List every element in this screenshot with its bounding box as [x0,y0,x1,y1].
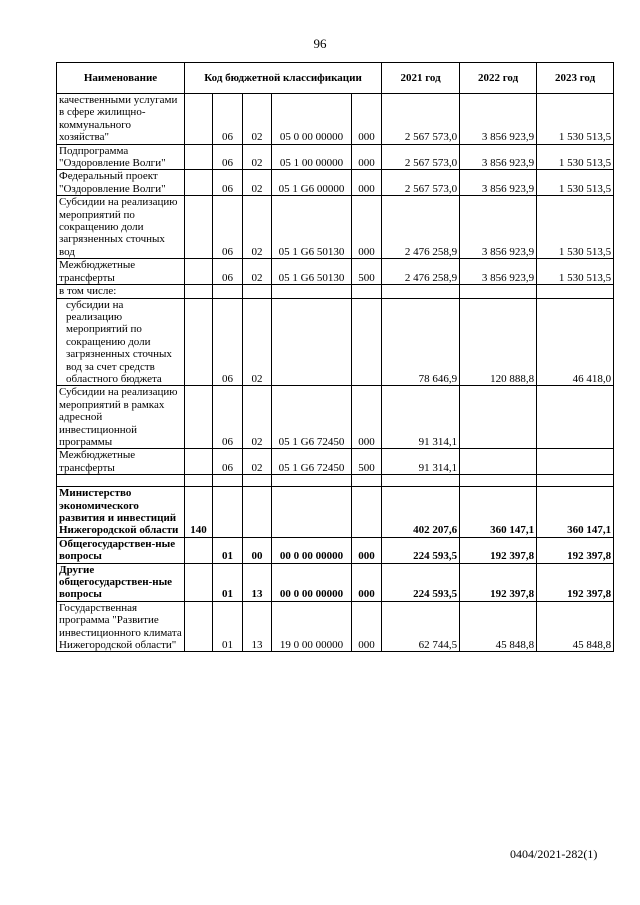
section-code: 01 [213,563,243,601]
expense-type-code [352,475,382,487]
expense-type-code: 500 [352,449,382,475]
admin-code [185,449,213,475]
subsection-code [243,475,272,487]
target-code: 05 0 00 00000 [272,94,352,145]
value-2023 [537,386,614,449]
target-code [272,487,352,538]
table-row [57,487,614,538]
admin-code [185,563,213,601]
section-code: 06 [213,449,243,475]
subsection-code: 02 [243,94,272,145]
subsection-code: 13 [243,563,272,601]
admin-code [185,285,213,298]
subsection-code: 02 [243,170,272,196]
value-2022: 3 856 923,9 [460,196,537,259]
row-name: в том числе: [57,285,185,298]
row-name: Субсидии на реализацию мероприятий по сокращению доли загрязненных сточных вод [57,196,185,259]
value-2021: 2 567 573,0 [382,170,460,196]
target-code: 19 0 00 00000 [272,601,352,652]
row-name: качественными услугами в сфере жилищно-коммунального хозяйства" [57,94,185,145]
section-code [213,285,243,298]
table-body [57,94,614,652]
admin-code [185,144,213,170]
expense-type-code [352,487,382,538]
row-name: Межбюджетные трансферты [57,259,185,285]
target-code: 05 1 G6 00000 [272,170,352,196]
row-name: Межбюджетные трансферты [57,449,185,475]
value-2023 [537,285,614,298]
value-2022: 3 856 923,9 [460,94,537,145]
target-code [272,475,352,487]
expense-type-code: 000 [352,144,382,170]
subsection-code: 00 [243,537,272,563]
expense-type-code: 000 [352,563,382,601]
target-code: 05 1 00 00000 [272,144,352,170]
admin-code [185,94,213,145]
value-2023: 192 397,8 [537,563,614,601]
table-row [57,144,614,170]
table-row [57,298,614,386]
table-row [57,563,614,601]
expense-type-code: 000 [352,196,382,259]
target-code: 05 1 G6 72450 [272,449,352,475]
value-2021: 224 593,5 [382,563,460,601]
expense-type-code: 000 [352,601,382,652]
expense-type-code: 000 [352,537,382,563]
value-2023 [537,449,614,475]
row-name: Другие общегосударствен-ные вопросы [57,563,185,601]
admin-code [185,537,213,563]
section-code: 06 [213,259,243,285]
value-2023: 46 418,0 [537,298,614,386]
subsection-code: 02 [243,298,272,386]
value-2023: 1 530 513,5 [537,144,614,170]
row-name: Субсидии на реализацию мероприятий в рамках адресной инвестиционной программы [57,386,185,449]
value-2021: 62 744,5 [382,601,460,652]
target-code [272,285,352,298]
header-name: Наименование [57,63,185,94]
section-code: 01 [213,537,243,563]
expense-type-code: 000 [352,94,382,145]
row-name: Подпрограмма "Оздоровление Волги" [57,144,185,170]
value-2022 [460,449,537,475]
subsection-code: 02 [243,259,272,285]
value-2021 [382,285,460,298]
row-name: Федеральный проект "Оздоровление Волги" [57,170,185,196]
value-2021: 91 314,1 [382,386,460,449]
value-2023: 1 530 513,5 [537,259,614,285]
table-row [57,475,614,487]
expense-type-code: 000 [352,386,382,449]
subsection-code [243,285,272,298]
subsection-code: 02 [243,386,272,449]
admin-code: 140 [185,487,213,538]
row-name: субсидии на реализацию мероприятий по сокращению доли загрязненных сточных вод за счет средств областного бюджета [57,298,185,386]
value-2023: 1 530 513,5 [537,170,614,196]
section-code: 06 [213,298,243,386]
subsection-code [243,487,272,538]
header-2022: 2022 год [460,63,537,94]
table-row [57,94,614,145]
value-2021: 2 476 258,9 [382,196,460,259]
section-code: 06 [213,170,243,196]
subsection-code: 02 [243,196,272,259]
value-2022: 192 397,8 [460,563,537,601]
value-2023: 1 530 513,5 [537,94,614,145]
value-2022: 45 848,8 [460,601,537,652]
value-2022: 120 888,8 [460,298,537,386]
value-2022 [460,285,537,298]
header-2021: 2021 год [382,63,460,94]
row-name: Министерство экономического развития и инвестиций Нижегородской области [57,487,185,538]
admin-code [185,386,213,449]
row-name: Государственная программа "Развитие инвестиционного климата Нижегородской области" [57,601,185,652]
value-2021: 2 567 573,0 [382,94,460,145]
table-row [57,196,614,259]
value-2021: 402 207,6 [382,487,460,538]
subsection-code: 02 [243,144,272,170]
document-code: 0404/2021-282(1) [510,847,598,861]
section-code [213,475,243,487]
admin-code [185,298,213,386]
expense-type-code [352,298,382,386]
table-row [57,449,614,475]
value-2022: 192 397,8 [460,537,537,563]
target-code [272,298,352,386]
admin-code [185,475,213,487]
header-2023: 2023 год [537,63,614,94]
value-2022: 3 856 923,9 [460,144,537,170]
section-code: 06 [213,144,243,170]
value-2023: 1 530 513,5 [537,196,614,259]
section-code: 06 [213,196,243,259]
value-2022: 360 147,1 [460,487,537,538]
table-row [57,601,614,652]
value-2021: 2 567 573,0 [382,144,460,170]
value-2022 [460,386,537,449]
value-2021: 78 646,9 [382,298,460,386]
subsection-code: 13 [243,601,272,652]
target-code: 05 1 G6 72450 [272,386,352,449]
section-code: 06 [213,94,243,145]
expense-type-code [352,285,382,298]
admin-code [185,259,213,285]
table-header-row [57,63,614,94]
target-code: 00 0 00 00000 [272,537,352,563]
subsection-code: 02 [243,449,272,475]
expense-type-code: 500 [352,259,382,285]
admin-code [185,601,213,652]
table-row [57,259,614,285]
row-name [57,475,185,487]
table-row [57,386,614,449]
budget-table [56,62,614,652]
value-2021: 91 314,1 [382,449,460,475]
target-code: 05 1 G6 50130 [272,196,352,259]
page-number: 96 [313,36,327,51]
section-code: 01 [213,601,243,652]
header-code: Код бюджетной классификации [185,63,382,94]
value-2021: 2 476 258,9 [382,259,460,285]
target-code: 00 0 00 00000 [272,563,352,601]
value-2023: 360 147,1 [537,487,614,538]
table-row [57,285,614,298]
table-row [57,170,614,196]
target-code: 05 1 G6 50130 [272,259,352,285]
admin-code [185,170,213,196]
admin-code [185,196,213,259]
value-2021: 224 593,5 [382,537,460,563]
value-2022: 3 856 923,9 [460,170,537,196]
table-row [57,537,614,563]
value-2023: 192 397,8 [537,537,614,563]
value-2022: 3 856 923,9 [460,259,537,285]
section-code: 06 [213,386,243,449]
value-2022 [460,475,537,487]
expense-type-code: 000 [352,170,382,196]
value-2023: 45 848,8 [537,601,614,652]
value-2021 [382,475,460,487]
value-2023 [537,475,614,487]
section-code [213,487,243,538]
row-name: Общегосударствен-ные вопросы [57,537,185,563]
